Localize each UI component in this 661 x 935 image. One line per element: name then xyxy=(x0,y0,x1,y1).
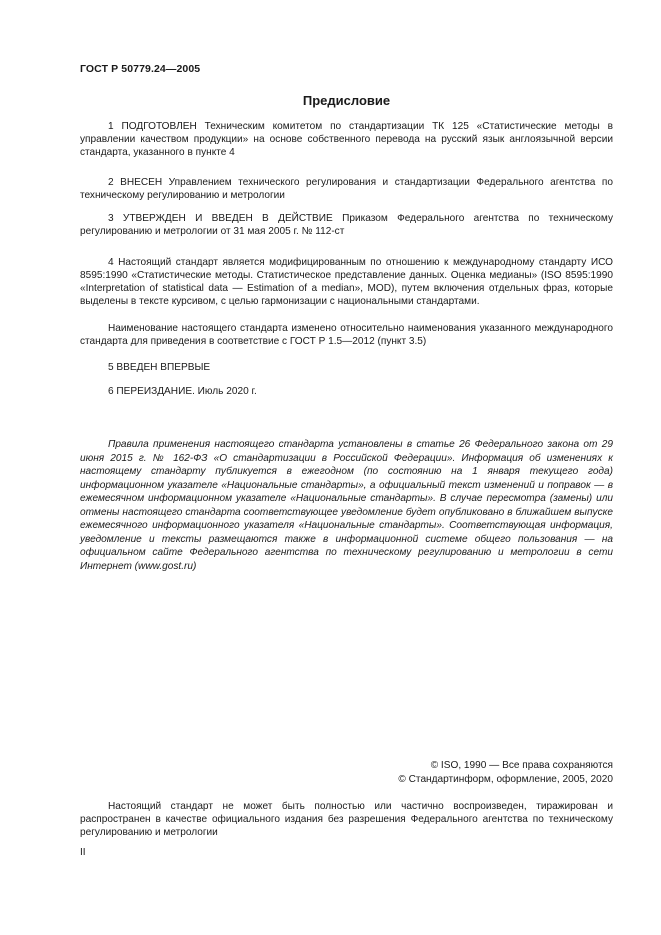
copyright-standartinform: © Стандартинформ, оформление, 2005, 2020 xyxy=(398,774,613,785)
paragraph-1-prepared: 1 ПОДГОТОВЛЕН Техническим комитетом по стандартизации ТК 125 «Статистические методы в управлении качеством продукции» на основе собственного перевода на русский язык англоязычной версии стандарта, указанного в пункте 4 xyxy=(80,121,613,159)
paragraph-3-approved: 3 УТВЕРЖДЕН И ВВЕДЕН В ДЕЙСТВИЕ Приказом Федерального агентства по техническому регулированию и метрологии от 31 мая 2005 г. № 112-ст xyxy=(80,213,613,238)
copyright-iso: © ISO, 1990 — Все права сохраняются xyxy=(430,760,613,771)
section-title: Предисловие xyxy=(302,93,391,108)
document-header: ГОСТ Р 50779.24—2005 xyxy=(80,63,201,75)
paragraph-4-name-change: Наименование настоящего стандарта изменено относительно наименования указанного международного стандарта для приведения в соответствие с ГОСТ Р 1.5—2012 (пункт 3.5) xyxy=(80,323,613,348)
paragraph-4-modified: 4 Настоящий стандарт является модифицированным по отношению к международному стандарту ИСО 8595:1990 «Статистические методы. Статистическое представление данных. Оценка медианы» (ISO 8595:1990 «Interpretation of statistical data — Estimation of a median», MOD), путем включения отдельных фраз, которые выделены в тексте курсивом, с целью гармонизации с национальными стандартами. xyxy=(80,257,613,308)
paragraph-5-first-introduced: 5 ВВЕДЕН ВПЕРВЫЕ xyxy=(108,362,211,373)
paragraph-2-submitted: 2 ВНЕСЕН Управлением технического регулирования и стандартизации Федерального агентства по техническому регулированию и метрологии xyxy=(80,177,613,202)
paragraph-6-reissue: 6 ПЕРЕИЗДАНИЕ. Июль 2020 г. xyxy=(108,386,257,397)
rules-notice: Правила применения настоящего стандарта установлены в статье 26 Федерального закона от 29 июня 2015 г. № 162-ФЗ «О стандартизации в Российской Федерации». Информация об изменениях к настоящему стандарту публикуется в ежегодном (по состоянию на 1 января текущего года) информационном указателе «Национальные стандарты», а официальный текст изменений и поправок — в ежемесячном информационном указателе «Национальные стандарты». В случае пересмотра (замены) или отмены настоящего стандарта соответствующее уведомление будет опубликовано в ближайшем выпуске ежемесячного информационного указателя «Национальные стандарты». Соответствующая информация, уведомление и тексты размещаются также в информационной системе общего пользования — на официальном сайте Федерального агентства по техническому регулированию и метрологии в сети Интернет (www.gost.ru) xyxy=(80,439,613,572)
reproduction-notice: Настоящий стандарт не может быть полностью или частично воспроизведен, тиражирован и распространен в качестве официального издания без разрешения Федерального агентства по техническому регулированию и метрологии xyxy=(80,801,613,839)
page-number: II xyxy=(80,847,86,858)
